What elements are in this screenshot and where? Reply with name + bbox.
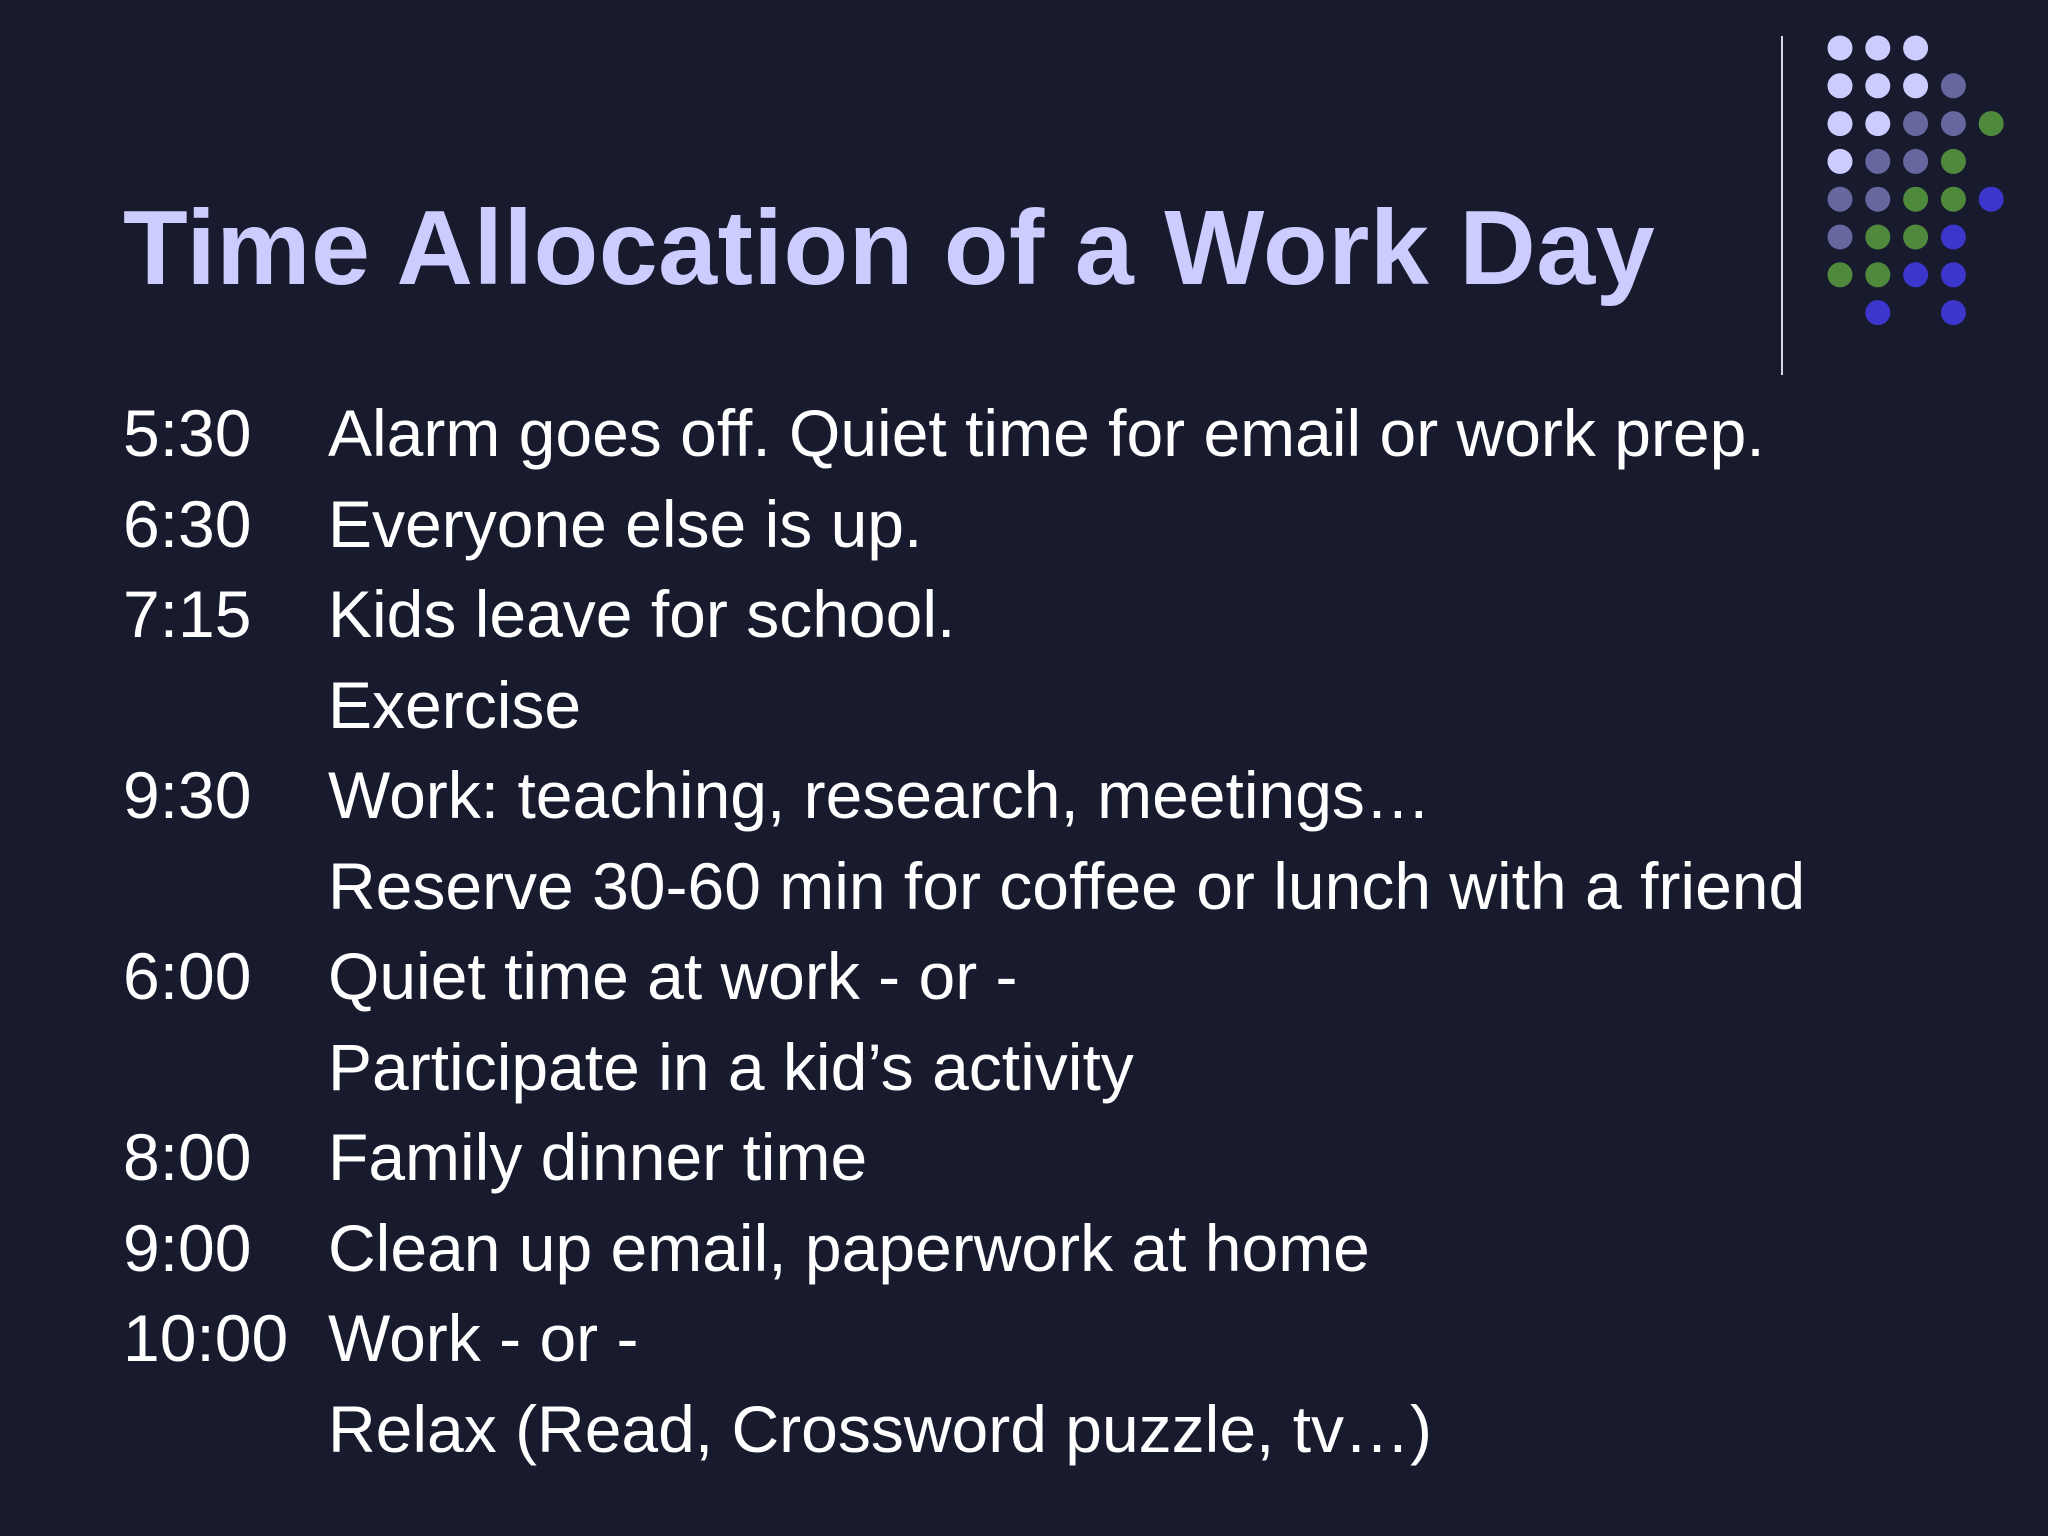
decorative-dot [1865,187,1890,212]
decorative-dot [1865,36,1890,61]
decorative-dot [1903,36,1928,61]
decorative-dot [1941,111,1966,136]
schedule-activity: Clean up email, paperwork at home [328,1210,1370,1285]
schedule-time: 6:00 [123,939,252,1013]
decorative-dot [1903,149,1928,174]
schedule-time: 5:30 [123,396,252,470]
schedule-activity: Participate in a kid’s activity [328,1029,1134,1104]
schedule-time: 6:30 [123,486,252,561]
decorative-dot [1903,73,1928,98]
decorative-dot [1979,187,2004,212]
schedule-activity: Kids leave for school. [328,577,956,651]
schedule-time: 8:00 [123,1120,252,1194]
decorative-dot [1979,111,2004,136]
title-divider [1781,36,1783,375]
decorative-dot [1865,149,1890,174]
schedule-activity: Family dinner time [328,1120,868,1194]
schedule-activity: Quiet time at work - or - [328,939,1018,1013]
schedule-time: 10:00 [123,1301,289,1375]
schedule-activity: Exercise [328,667,582,742]
decorative-dot [1903,225,1928,250]
decorative-dot [1903,262,1928,287]
decorative-dot [1903,111,1928,136]
decorative-dot [1828,36,1853,61]
schedule-activity: Work: teaching, research, meetings… [328,758,1431,832]
decorative-dot [1865,225,1890,250]
schedule-activity: Reserve 30-60 min for coffee or lunch with a friend [328,848,1806,923]
schedule-activity: Relax (Read, Crossword puzzle, tv…) [328,1391,1433,1466]
decorative-dot [1828,111,1853,136]
decorative-dot [1828,149,1853,174]
decorative-dot [1828,73,1853,98]
decorative-dot [1903,187,1928,212]
schedule-activity: Work - or - [328,1301,639,1375]
decorative-dot [1865,262,1890,287]
schedule-activity: Alarm goes off. Quiet time for email or work prep. [328,396,1765,470]
decorative-dot [1941,149,1966,174]
decorative-dot [1865,300,1890,325]
slide-title: Time Allocation of a Work Day [123,189,1656,307]
schedule-time: 7:15 [123,577,252,651]
decorative-dot [1828,225,1853,250]
decorative-dot [1865,111,1890,136]
schedule-time: 9:30 [123,758,252,832]
decorative-dot [1828,262,1853,287]
decorative-dot [1941,300,1966,325]
schedule-time: 9:00 [123,1210,252,1285]
decorative-dot [1828,187,1853,212]
decorative-dot [1941,225,1966,250]
decorative-dot [1941,73,1966,98]
decorative-dot [1865,73,1890,98]
decorative-dot [1941,262,1966,287]
decorative-dot [1941,187,1966,212]
schedule-activity: Everyone else is up. [328,486,923,561]
